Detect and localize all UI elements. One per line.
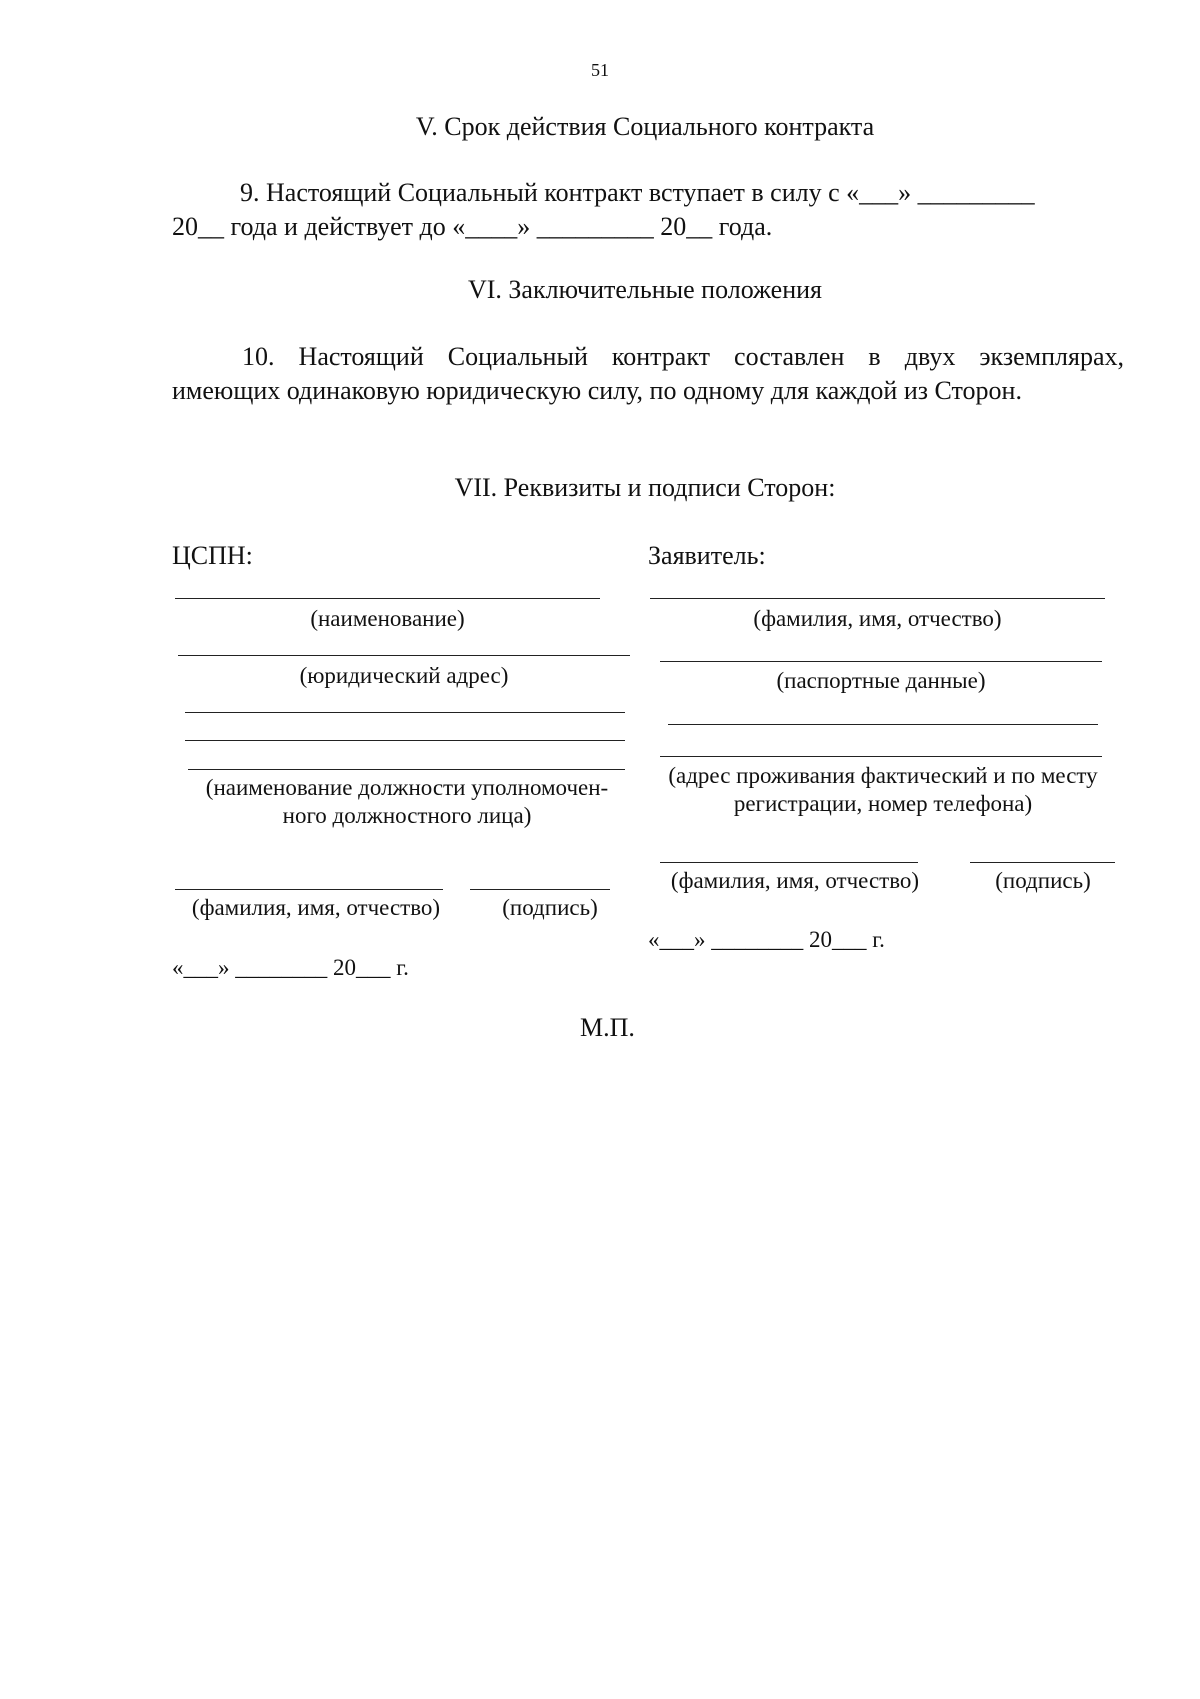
left-date: «___» ________ 20___ г. (172, 955, 409, 980)
left-fio-label: (фамилия, имя, отчество) (191, 895, 441, 920)
left-fio-line (175, 889, 443, 890)
left-signature-label: (подпись) (502, 895, 598, 920)
right-fio-line (660, 862, 918, 863)
page-number: 51 (591, 60, 609, 80)
right-address-label-line-2: регистрации, номер телефона) (733, 791, 1033, 816)
left-party-title: ЦСПН: (172, 541, 253, 570)
left-extra-line-1 (185, 712, 625, 713)
section-6-heading: VI. Заключительные положения (467, 275, 823, 304)
right-signature-label: (подпись) (995, 868, 1091, 893)
section-5-paragraph-line-2: 20__ года и действует до «____» _________ 20__ года. (172, 212, 773, 241)
left-extra-line-2 (185, 740, 625, 741)
left-address-line (178, 655, 630, 656)
right-date: «___» ________ 20___ г. (648, 927, 885, 952)
right-signature-line (970, 862, 1115, 863)
stamp-place: М.П. (580, 1013, 635, 1042)
section-6-paragraph-line-2: имеющих одинаковую юридическую силу, по одному для каждой из Сторон. (172, 376, 1022, 405)
right-address-line (660, 756, 1102, 757)
right-party-title: Заявитель: (648, 541, 766, 570)
section-6-paragraph-line-1: 10. Настоящий Социальный контракт составлен в двух экземплярах, (242, 342, 1124, 371)
section-7-heading: VII. Реквизиты и подписи Сторон: (454, 473, 836, 502)
right-fio-label: (фамилия, имя, отчество) (670, 868, 920, 893)
left-position-line (188, 769, 625, 770)
left-name-label: (наименование) (310, 606, 465, 631)
right-fio-top-label: (фамилия, имя, отчество) (753, 606, 1002, 631)
left-address-label: (юридический адрес) (299, 663, 509, 688)
section-5-paragraph-line-1: 9. Настоящий Социальный контракт вступает в силу с «___» _________ (240, 178, 1035, 207)
section-5-heading: V. Срок действия Социального контракта (415, 112, 875, 141)
left-position-label-line-2: ного должностного лица) (282, 803, 532, 828)
right-extra-line-1 (668, 724, 1098, 725)
left-name-line (175, 598, 600, 599)
right-address-label-line-1: (адрес проживания фактический и по месту (668, 763, 1098, 788)
right-passport-label: (паспортные данные) (776, 668, 986, 693)
right-passport-line (660, 661, 1102, 662)
left-position-label-line-1: (наименование должности уполномочен- (205, 775, 609, 800)
right-fio-top-line (650, 598, 1105, 599)
left-signature-line (470, 889, 610, 890)
